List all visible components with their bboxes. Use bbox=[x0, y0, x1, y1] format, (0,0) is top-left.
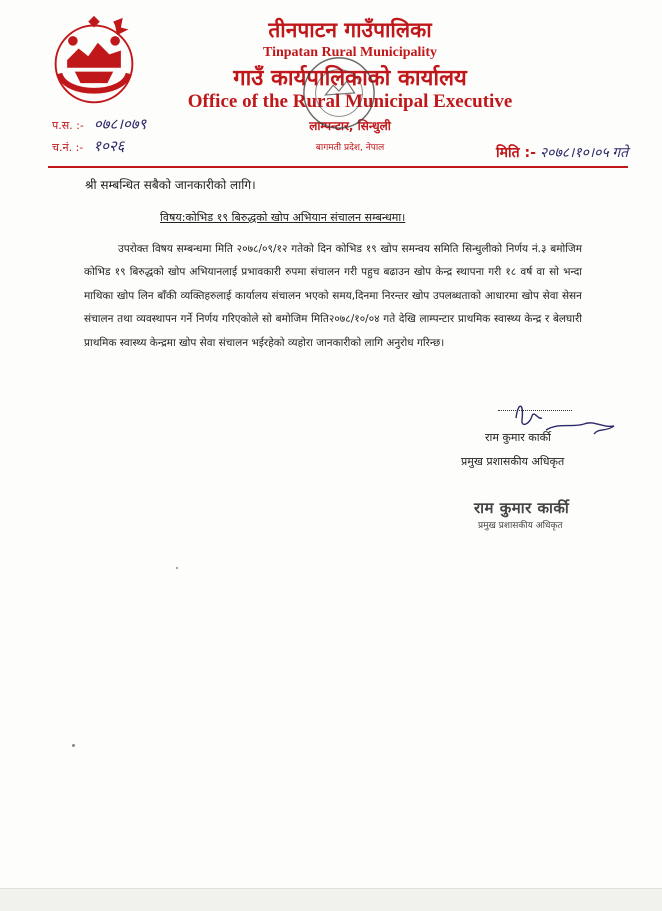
municipality-name-np: तीनपाटन गाउँपालिका bbox=[268, 18, 432, 42]
scan-speck bbox=[72, 744, 75, 747]
date-value: २०७८।१०।०५ गते bbox=[539, 146, 629, 161]
signature-line bbox=[498, 410, 572, 411]
addressee: श्री सम्बन्धित सबैको जानकारीको लागि। bbox=[85, 178, 256, 192]
office-province: बागमती प्रदेश, नेपाल bbox=[315, 143, 385, 153]
office-name-np: गाउँ कार्यपालिकाको कार्यालय bbox=[233, 66, 467, 91]
letter-body: उपरोक्त विषय सम्बन्धमा मिति २०७८/०९/१२ गतेको दिन कोभिड १९ खोप समन्वय समिति सिन्धुलीको निर्णय नं.३ बमोजिम कोभिड १९ बिरुद्धको खोप अभियानलाई प्रभावकारी रुपमा संचालन गरी पहुच बढाउन खोप केन्द्र स्थापना गरी १८ वर्ष वा सो भन्दा माथिका खोप लिन बाँकी व्यक्तिहरुलाई कार्यालय संचालन भएको समय,दिनमा निरन्तर खोप उपलब्धताको आधारमा खोप सेवा सेसन संचालन तथा व्यवस्थापन गर्ने निर्णय गरिएकोले सो बमोजिम मिति२०७८/१०/०४ गते देखि लाम्पन्टार प्राथमिक स्वास्थ्य केन्द्र र बेलघारी प्राथमिक स्वास्थ्य केन्द्रमा खोप सेवा संचालन भईरहेको व्यहोरा जानकारीको लागि अनुरोध गरिन्छ। bbox=[84, 243, 582, 349]
date-label: मिति :- bbox=[496, 145, 536, 161]
scan-bottom-edge bbox=[0, 888, 662, 911]
name-stamp: राम कुमार कार्की bbox=[474, 499, 570, 517]
chalani-number bbox=[52, 136, 124, 156]
nepal-emblem-icon bbox=[46, 14, 142, 110]
office-location: लाम्पन्टार, सिन्धुली bbox=[309, 119, 391, 133]
letter-subject: विषय:कोभिड १९ बिरुद्धको खोप अभियान संचालन सम्बन्धमा। bbox=[160, 211, 406, 224]
scan-speck bbox=[176, 567, 178, 569]
letterhead-divider bbox=[48, 166, 628, 168]
chalani-number-label: च.नं. :- bbox=[52, 141, 84, 154]
letter-date bbox=[496, 143, 628, 162]
office-name-en: Office of the Rural Municipal Executive bbox=[187, 91, 513, 112]
patra-sankhya bbox=[52, 114, 146, 134]
office-seal-stamp bbox=[300, 54, 378, 132]
municipality-name-en: Tinpatan Rural Municipality bbox=[262, 45, 437, 60]
name-stamp-title: प्रमुख प्रशासकीय अधिकृत bbox=[478, 521, 563, 531]
signatory-title: प्रमुख प्रशासकीय अधिकृत bbox=[461, 455, 565, 468]
chalani-number-value: १०२६ bbox=[93, 139, 125, 155]
patra-sankhya-label: प.स. :- bbox=[52, 119, 84, 132]
signatory-name: राम कुमार कार्की bbox=[485, 431, 551, 444]
patra-sankhya-value: ०७८।०७९ bbox=[93, 117, 147, 133]
